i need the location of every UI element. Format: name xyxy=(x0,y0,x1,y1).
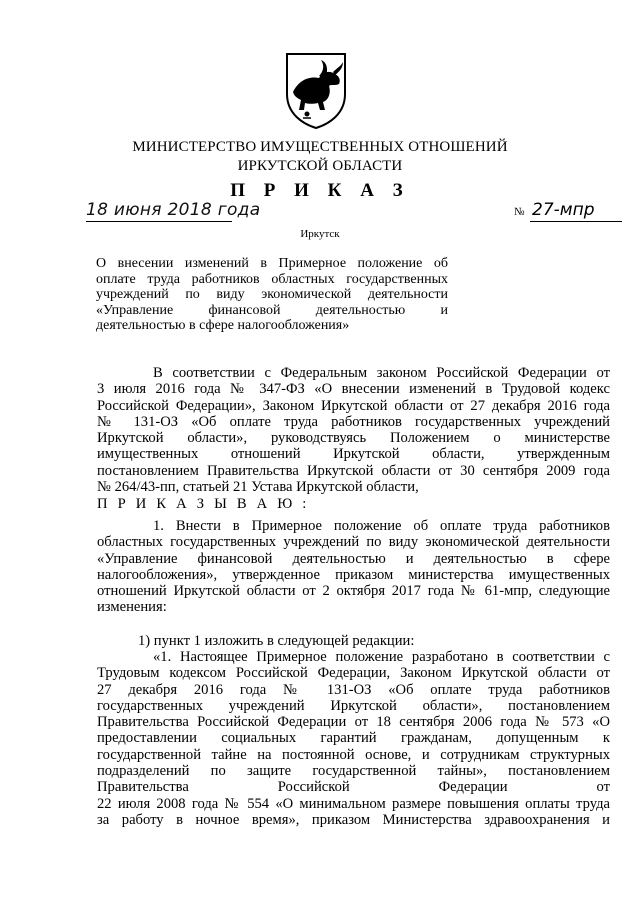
paragraph-line: налогообложения», утвержденное приказом министерства имущественных xyxy=(97,566,610,583)
quoted-clause-paragraph xyxy=(97,649,610,828)
paragraph-line: № 264/43-пп, статьей 21 Устава Иркутской области, xyxy=(97,479,419,496)
ministry-name-line-2: ИРКУТСКОЙ ОБЛАСТИ xyxy=(237,158,403,174)
paragraph-line: государственных учреждений Иркутской области», постановлением xyxy=(97,697,610,714)
paragraph-line: Правительства Российской Федерации от 18 сентября 2006 года № 573 «О xyxy=(97,714,610,731)
subject-line: оплате труда работников областных государственных xyxy=(96,271,448,287)
number-underline xyxy=(530,221,622,222)
date-underline xyxy=(86,221,232,222)
paragraph-line: 27 декабря 2016 года № 131-ОЗ «Об оплате труда работников xyxy=(97,681,610,698)
handwritten-date: 18 июня 2018 года xyxy=(86,200,261,220)
paragraph-line: государственной тайне на постоянной основе, и сотрудникам структурных xyxy=(97,746,610,763)
paragraph-line: имущественных отношений Иркутской области, утвержденным xyxy=(97,446,610,463)
subject-line: учреждений по виду экономической деятельности xyxy=(96,287,448,302)
paragraph-line: Правительства Российской Федерации от xyxy=(97,779,610,796)
sub-item-1: 1) пункт 1 изложить в следующей редакции: xyxy=(138,633,415,649)
city-name: Иркутск xyxy=(300,228,340,240)
paragraph-line: В соответствии с Федеральным законом Российской Федерации от xyxy=(153,365,610,381)
paragraph-line: Иркутской области», руководствуясь Положением о министерстве xyxy=(97,430,610,447)
prikazyvayu-heading: П Р И К А З Ы В А Ю : xyxy=(97,496,310,512)
paragraph-line: отношений Иркутской области от 2 октября 2017 года № 61-мпр, следующие xyxy=(97,583,610,600)
paragraph-line: 1. Внести в Примерное положение об оплате труда работников xyxy=(153,518,610,534)
paragraph-line: подразделений по защите государственной тайны», постановлением xyxy=(97,763,610,780)
preamble-paragraph xyxy=(97,365,610,495)
paragraph-line: № 131-ОЗ «Об оплате труда работников государственных учреждений xyxy=(97,413,610,430)
paragraph-line: 22 июля 2008 года № 554 «О минимальном размере повышения оплаты труда xyxy=(97,795,610,812)
paragraph-line: за работу в ночное время», приказом Министерства здравоохранения и xyxy=(97,811,610,828)
subject-line: деятельностью в сфере налогообложения» xyxy=(96,318,350,333)
irkutsk-coat-of-arms-icon xyxy=(283,50,349,130)
paragraph-line: 3 июля 2016 года № 347-ФЗ «О внесении изменений в Трудовой кодекс xyxy=(97,381,610,398)
number-sign: № xyxy=(514,206,525,218)
paragraph-line: постановлением Правительства Иркутской области от 30 сентября 2009 года xyxy=(97,462,610,479)
paragraph-line: областных государственных учреждений по виду экономической деятельности xyxy=(97,534,610,551)
paragraph-line: Российской Федерации», Законом Иркутской области от 27 декабря 2016 года xyxy=(97,397,610,414)
paragraph-line: изменения: xyxy=(97,599,167,616)
subject-line: «Управление финансовой деятельностью и xyxy=(96,302,448,318)
ministry-name-line-1: МИНИСТЕРСТВО ИМУЩЕСТВЕННЫХ ОТНОШЕНИЙ xyxy=(132,139,508,155)
paragraph-line: Трудовым кодексом Российской Федерации, Законом Иркутской области от xyxy=(97,665,610,682)
paragraph-line: «Управление финансовой деятельностью и деятельностью в сфере xyxy=(97,550,610,567)
paragraph-line: предоставлении социальных гарантий гражданам, допущенным к xyxy=(97,730,610,747)
document-type-title: П Р И К А З xyxy=(230,180,410,201)
paragraph-line: «1. Настоящее Примерное положение разработано в соответствии с xyxy=(153,649,610,665)
order-number-block xyxy=(514,202,624,222)
subject-line: О внесении изменений в Примерное положение об xyxy=(96,256,448,271)
handwritten-order-number: 27-мпр xyxy=(532,200,595,220)
clause-1-paragraph xyxy=(97,518,610,616)
order-subject xyxy=(96,256,448,334)
